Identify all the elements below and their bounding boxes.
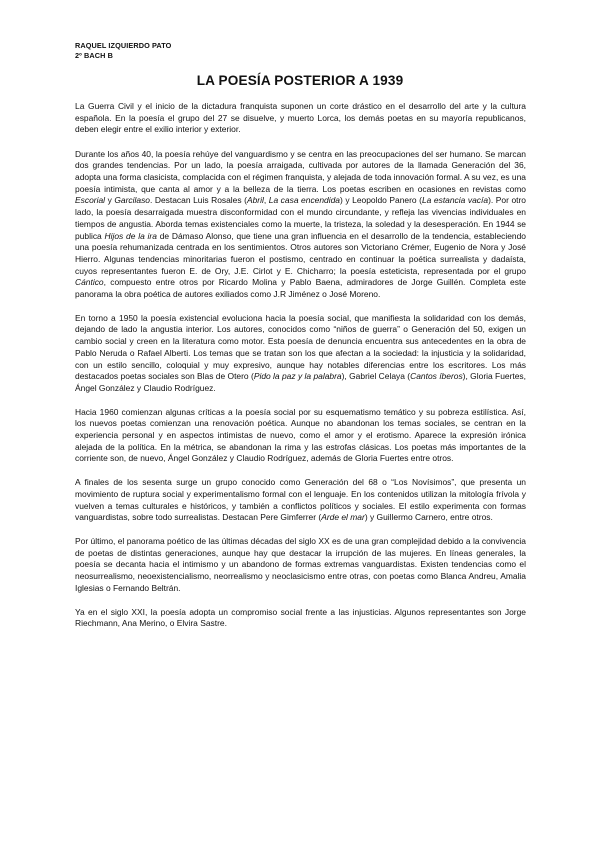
paragraph-text: ), Gabriel Celaya ( [341, 371, 411, 382]
work-title: Hijos de la ira [104, 230, 157, 241]
journal-title: Escorial [75, 195, 106, 206]
work-title: Pido la paz y la palabra [253, 371, 342, 382]
paragraph-text: ). Por otro lado, la poesía desarraigada muestra disconformidad con el mundo circundante, y refleja las vivencias individuales en tiempos de angustia. Aborda temas existenciales como la muerte, la tristeza, la soledad y la desesperación. En 1944 se publica [75, 195, 526, 241]
paragraph-text: , [263, 195, 269, 206]
paragraph-text: Hacia 1960 comienzan algunas críticas a la poesía social por su esquematismo temático y su pobreza estilística. Así, los nuevos poetas comienzan una renovación poética. Aunque no abandonan los temas sociales, se centran en la experiencia personal y en aspectos intimistas de nuevo, como el amor y el erotismo. Aparece la expresión irónica alejada de la política. En la métrica, se abandonan la rima y las estrofas clásicas. Los poetas más importantes de la corriente son, de nuevo, Ángel González y Claudio Rodríguez, además de Gloria Fuertes entre otros. [75, 406, 526, 464]
work-title: Cantos íberos [410, 371, 463, 382]
document-body [75, 101, 526, 642]
paragraph-text: ), Gloria Fuertes, Ángel González y Claudio Rodríguez. [75, 371, 526, 393]
author-name: RAQUEL IZQUIERDO PATO [75, 41, 172, 50]
paragraph-text: y [105, 195, 115, 206]
paragraph-text: Por último, el panorama poético de las últimas décadas del siglo XX es de una gran complejidad debido a la convivencia de poetas de distintas generaciones, aunque hay que destacar la irrupción de las mujeres. En líneas generales, la poesía se decanta hacia el intimismo y un abandono de formas extremas vanguardistas. Existen tendencias como el neosurrealismo, neoexistencialismo, neorrealismo y neoclasicismo entre otras, con poetas como Blanca Andreu, Amalia Iglesias o Fernando Beltrán. [75, 536, 526, 593]
paragraph-21st [75, 607, 526, 630]
paragraph-text: Durante los años 40, la poesía rehúye del vanguardismo y se centra en las preocupaciones del ser humano. Se marcan dos grandes tendencias. Por un lado, la poesía arraigada, cultivada por autores de la llamada Generación del 36, adopta una forma clasicista, complacida con el régimen franquista, y alejada de toda innovación formal. A su vez, es una poesía intimista, que canta al amor y a la belleza de la tierra. Los poetas escriben en ocasiones en revistas como [75, 148, 526, 194]
paragraph-1950s [75, 313, 526, 395]
group-title: Cántico [75, 277, 104, 288]
document-header [75, 41, 171, 60]
paragraph-text: En torno a 1950 la poesía existencial evoluciona hacia la poesía social, que manifiesta la solidaridad con los demás, dejando de lado la angustia interior. Los autores, conocidos como “niños de guerra” o Generación del 50, exigen un cambio social y creen en la literatura como motor. Esta poesía de denuncia encuentra sus antecedentes en la obra de Pablo Neruda o Rafael Alberti. Los temas que se tratan son los que afectan a la sociedad: la injusticia y la solidaridad, con un estilo sencillo, coloquial y muy expresivo, aunque hay notables diferencias entre los escritores. Los más destacados poetas sociales son Blas de Otero ( [75, 312, 526, 382]
paragraph-text: A finales de los sesenta surge un grupo conocido como Generación del 68 o “Los Novísimos”, que presenta un movimiento de ruptura social y experimentalismo formal con el lenguaje. En los contenidos utilizan la mitología frívola y vuelven a temas culturales e históricos, y también a conflictos políticos y sociales. El estilo experimenta con formas vanguardistas, sobre todo surrealistas. Destacan Pere Gimferrer ( [75, 477, 526, 523]
work-title: La casa encendida [268, 195, 340, 206]
course-label: 2º BACH B [75, 50, 114, 60]
paragraph-1968 [75, 477, 526, 524]
work-title: La estancia vacía [421, 195, 489, 206]
paragraph-text: , compuesto entre otros por Ricardo Molina y Pablo Baena, admiradores de Jorge Guillén. Completa este panorama la obra poética de autores exiliados como J.R Jiménez o José Moreno. [75, 277, 526, 300]
work-title: Arde el mar [321, 512, 365, 523]
paragraph-text: de Dámaso Alonso, que tiene una gran influencia en el desarrollo de la tendencia, estableciendo una poesía rehumanizada centrada en los sentimientos. Otros autores son Victoriano Crémer, Eugenio de Nora y José Hierro. Algunas tendencias minoritarias fueron el postismo, centrado en continuar la poética surrealista y dadaísta, cuyos representantes fueron E. de Ory, J.E. Cirlot y E. Chicharro; la poesía esteticista, representada por el grupo [75, 230, 526, 276]
paragraph-1940s [75, 149, 526, 301]
journal-title: Garcilaso [114, 195, 150, 206]
paragraph-text: . Destacan Luis Rosales ( [149, 195, 247, 206]
paragraph-text: La Guerra Civil y el inicio de la dictadura franquista suponen un corte drástico en el desarrollo del arte y la cultura española. En la poesía el grupo del 27 se disuelve, y muerto Lorca, los demás poetas en su mayoría republicanos, deben elegir entre el exilio interior y exterior. [75, 101, 526, 135]
paragraph-intro [75, 101, 526, 136]
paragraph-text: Ya en el siglo XXI, la poesía adopta un compromiso social frente a las injusticias. Algunos representantes son Jorge Riechmann, Ana Merino, o Elvira Sastre. [75, 606, 526, 629]
paragraph-1960s [75, 407, 526, 466]
page-title: LA POESÍA POSTERIOR A 1939 [196, 73, 404, 88]
paragraph-late-20th [75, 536, 526, 595]
paragraph-text: ) y Leopoldo Panero ( [340, 195, 422, 206]
paragraph-text: ) y Guillermo Carnero, entre otros. [364, 512, 493, 523]
work-title: Abril [246, 195, 264, 206]
